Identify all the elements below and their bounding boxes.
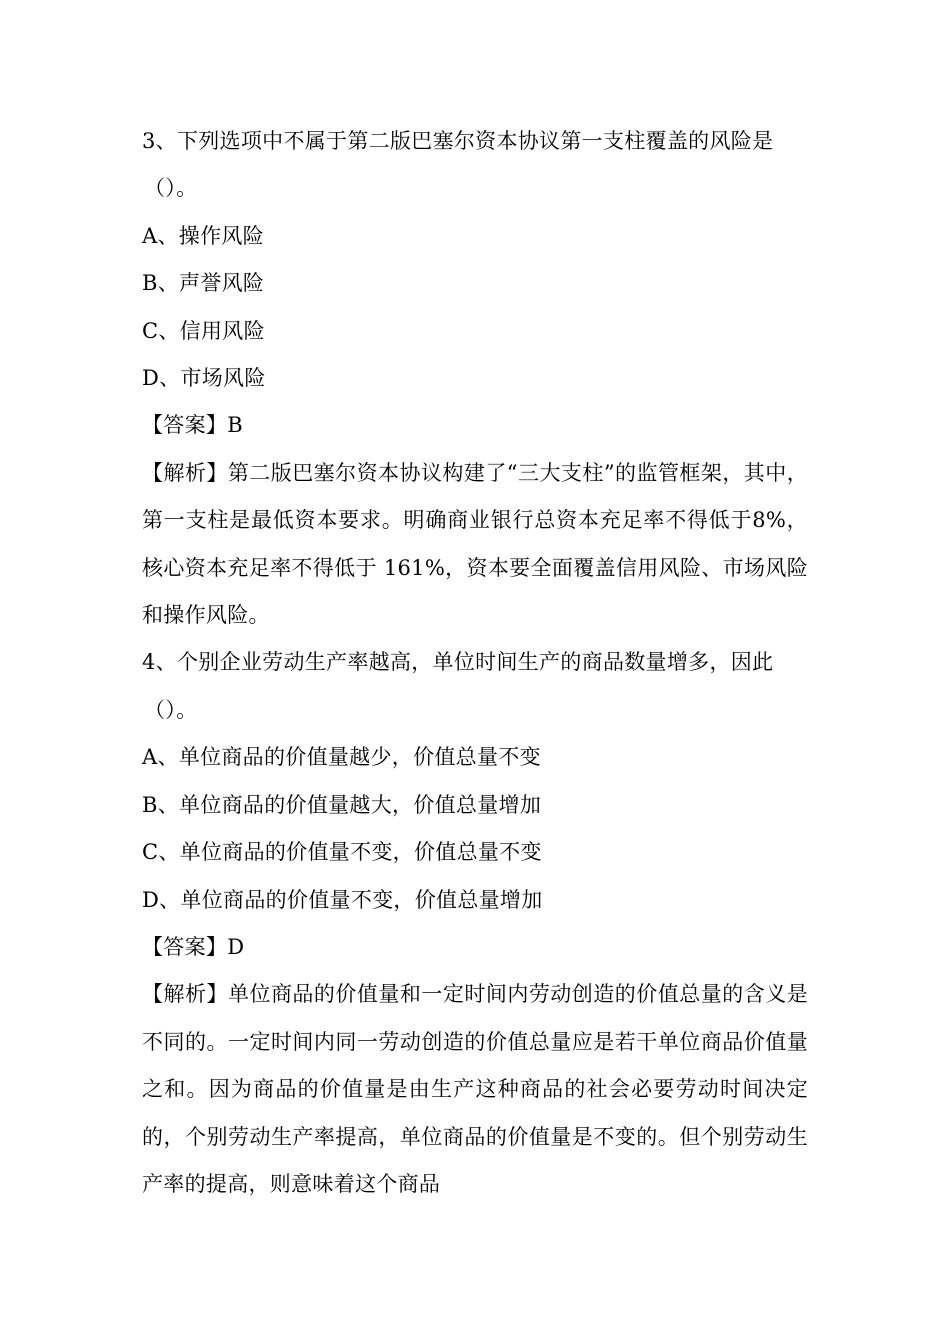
question-stem-blank: （）。 [144, 176, 198, 201]
option-a: A、操作风险 [142, 223, 264, 248]
option-d: D、市场风险 [142, 366, 266, 391]
option-c: C、信用风险 [142, 318, 265, 343]
option-b: B、单位商品的价值量越大，价值总量增加 [142, 792, 542, 817]
question-stem: 4、个别企业劳动生产率越高，单位时间生产的商品数量增多，因此 [142, 650, 774, 675]
document-body [142, 118, 808, 1208]
option-b: B、声誉风险 [142, 271, 265, 296]
option-a: A、单位商品的价值量越少，价值总量不变 [142, 745, 541, 770]
option-d: D、单位商品的价值量不变，价值总量增加 [142, 887, 543, 912]
question-3 [142, 118, 808, 639]
analysis: 【解析】第二版巴塞尔资本协议构建了“三大支柱”的监管框架，其中，第一支柱是最低资本要求。明确商业银行总资本充足率不得低于8%，核心资本充足率不得低于 161%，资本要全面覆盖信用风险、市场风险和操作风险。 [142, 460, 808, 628]
question-stem-blank: （）。 [144, 697, 198, 722]
analysis: 【解析】单位商品的价值量和一定时间内劳动创造的价值总量的含义是不同的。一定时间内同一劳动创造的价值总量应是若干单位商品价值量之和。因为商品的价值量是由生产这种商品的社会必要劳动时间决定的，个别劳动生产率提高，单位商品的价值量是不变的。但个别劳动生产率的提高，则意味着这个商品 [142, 982, 808, 1196]
answer: 【答案】D [142, 934, 245, 959]
answer: 【答案】B [142, 413, 243, 438]
question-4 [142, 639, 808, 1208]
question-stem: 3、下列选项中不属于第二版巴塞尔资本协议第一支柱覆盖的风险是 [142, 129, 774, 153]
option-c: C、单位商品的价值量不变，价值总量不变 [142, 840, 542, 865]
